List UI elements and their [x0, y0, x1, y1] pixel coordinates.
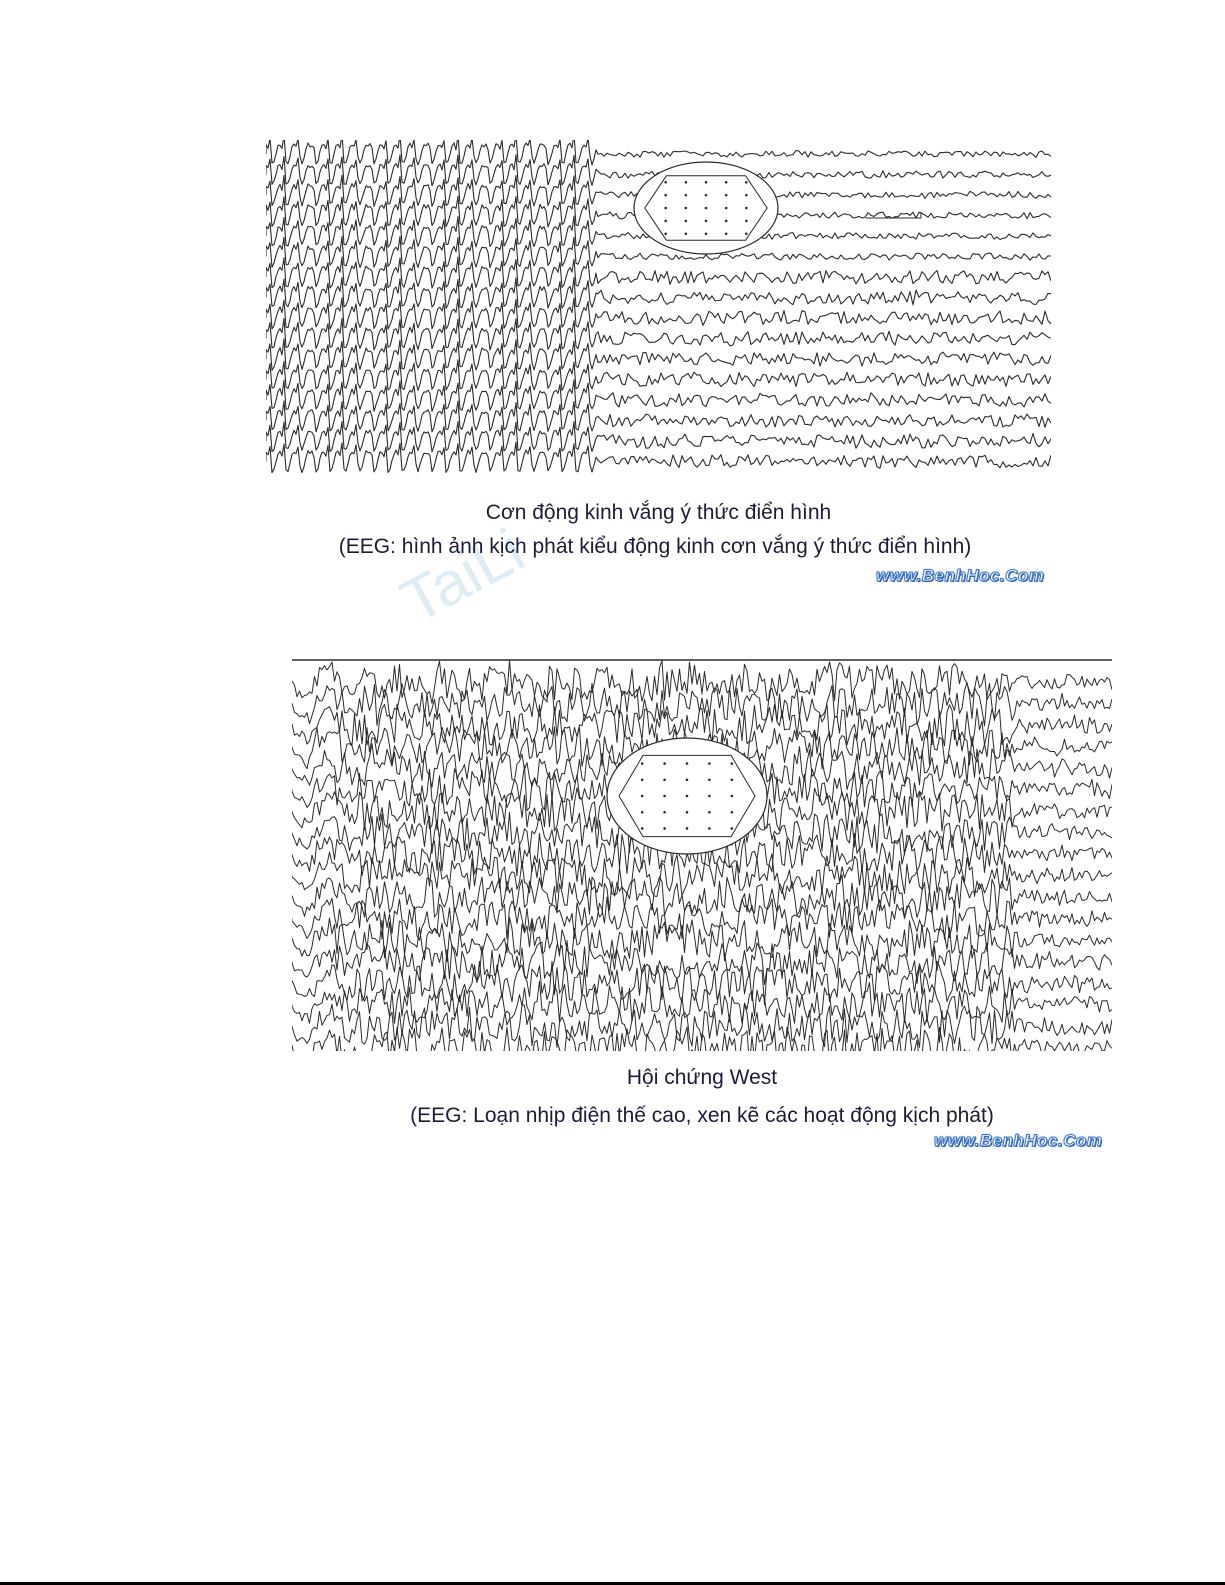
- benhhoc-link-absence[interactable]: www.BenhHoc.Com: [876, 566, 1045, 585]
- electrode-head-diagram: [634, 162, 778, 254]
- eeg-channel-trace: [292, 661, 1112, 704]
- eeg-channel-trace: [292, 918, 1112, 962]
- benhhoc-link-west[interactable]: www.BenhHoc.Com: [934, 1131, 1103, 1150]
- eeg-figure-west: [292, 656, 1112, 1051]
- figure-subtitle-absence: (EEG: hình ảnh kịch phát kiểu động kinh cơn vắng ý thức điển hình): [338, 535, 972, 558]
- eeg-channel-trace: [266, 380, 1051, 412]
- eeg-trace-west: [292, 656, 1112, 1051]
- eeg-channel-trace: [292, 1027, 1112, 1051]
- background-watermark: TaiLi: [390, 516, 536, 637]
- figure-title-absence: Cơn động kinh vắng ý thức điển hình: [485, 501, 832, 524]
- eeg-channel-trace: [266, 140, 1051, 165]
- eeg-channel-trace: [266, 298, 1051, 329]
- eeg-channel-trace: [266, 421, 1051, 451]
- eeg-trace-absence: [266, 140, 1051, 482]
- eeg-figure-absence: [266, 140, 1051, 482]
- eeg-channel-trace: [292, 683, 1112, 726]
- eeg-channel-trace: [266, 360, 1051, 391]
- eeg-channel-trace: [292, 941, 1112, 985]
- eeg-channel-trace: [266, 339, 1051, 370]
- eeg-channel-trace: [266, 257, 1051, 288]
- figure-title-west: Hội chứng West: [626, 1066, 778, 1089]
- electrode-head-diagram: [607, 738, 767, 854]
- eeg-channel-trace: [266, 442, 1051, 472]
- figure-subtitle-west: (EEG: Loạn nhịp điện thế cao, xen kẽ các hoạt động kịch phát): [410, 1104, 994, 1127]
- eeg-channel-trace: [292, 1004, 1112, 1047]
